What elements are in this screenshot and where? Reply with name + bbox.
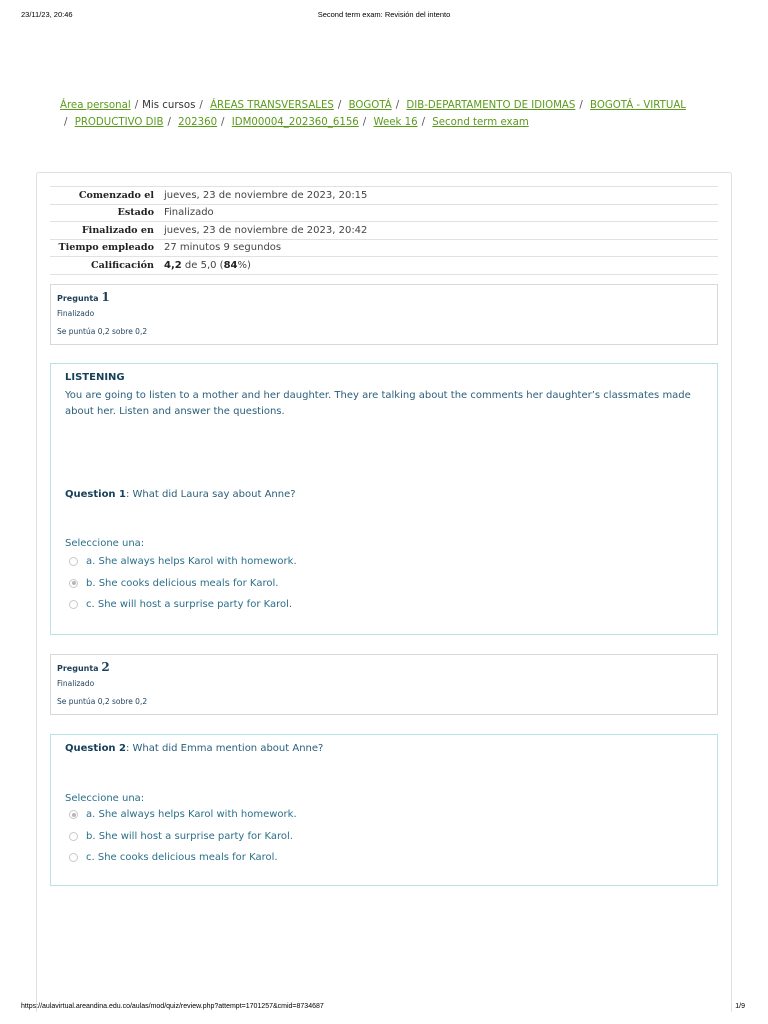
- question-text: [65, 489, 703, 500]
- question-label: Question 2: [65, 743, 126, 754]
- breadcrumb-link-bogota-virtual[interactable]: BOGOTÁ - VIRTUAL: [590, 100, 686, 111]
- question-number-value: 2: [101, 660, 110, 674]
- summary-row-time: [50, 239, 718, 257]
- question-label: Question 1: [65, 489, 126, 500]
- summary-value: [159, 257, 718, 275]
- answer-option-c[interactable]: [65, 847, 703, 869]
- summary-value: jueves, 23 de noviembre de 2023, 20:15: [159, 187, 718, 205]
- question-number-value: 1: [101, 290, 110, 304]
- breadcrumb-separator: /: [199, 100, 203, 111]
- answer-label: c. She cooks delicious meals for Karol.: [86, 852, 278, 864]
- answer-label: b. She will host a surprise party for Karol.: [86, 830, 293, 842]
- summary-label: Calificación: [50, 257, 159, 275]
- breadcrumb-separator: /: [221, 116, 225, 128]
- radio-button[interactable]: [69, 832, 78, 841]
- summary-row-finished: [50, 222, 718, 240]
- breadcrumb-link-course[interactable]: IDM00004_202360_6156: [231, 116, 359, 128]
- breadcrumb-link-second-term-exam[interactable]: Second term exam: [432, 116, 529, 128]
- breadcrumb-separator: /: [167, 116, 171, 128]
- question-state: Finalizado: [57, 679, 95, 688]
- question-content-1: [50, 363, 718, 635]
- answer-list: [65, 804, 703, 869]
- breadcrumb: [60, 98, 720, 131]
- answer-label: c. She will host a surprise party for Karol.: [86, 599, 293, 611]
- grade-percent: 84: [223, 259, 238, 271]
- answer-list: [65, 551, 703, 616]
- answer-label: b. She cooks delicious meals for Karol.: [86, 577, 279, 589]
- question-content-2: [50, 734, 718, 886]
- breadcrumb-link-departamento-idiomas[interactable]: DIB-DEPARTAMENTO DE IDIOMAS: [406, 100, 576, 111]
- breadcrumb-separator: /: [362, 116, 367, 128]
- answer-option-b[interactable]: [65, 826, 703, 848]
- answer-option-a[interactable]: [65, 804, 703, 826]
- answer-option-a[interactable]: [65, 551, 703, 573]
- summary-value: 27 minutos 9 segundos: [159, 239, 718, 257]
- question-text: [65, 743, 703, 754]
- grade-mid: de 5,0 (: [181, 259, 224, 271]
- answer-option-c[interactable]: [65, 594, 703, 616]
- breadcrumb-link-area-personal[interactable]: Área personal: [60, 100, 131, 111]
- answer-prompt: Seleccione una:: [65, 793, 145, 804]
- answer-option-b[interactable]: [65, 573, 703, 595]
- question-body: : What did Emma mention about Anne?: [126, 743, 324, 754]
- print-page-number: 1/9: [735, 1003, 745, 1010]
- summary-label: Comenzado el: [50, 187, 159, 205]
- question-state: Finalizado: [57, 309, 95, 318]
- breadcrumb-item-mis-cursos: Mis cursos: [142, 100, 196, 111]
- grade-end: %): [237, 259, 251, 271]
- question-number: [57, 290, 711, 307]
- breadcrumb-link-bogota[interactable]: BOGOTÁ: [348, 100, 392, 111]
- breadcrumb-separator: /: [395, 100, 400, 111]
- question-number-label: Pregunta: [57, 294, 99, 303]
- breadcrumb-link-productivo-dib[interactable]: PRODUCTIVO DIB: [74, 116, 164, 128]
- breadcrumb-link-202360[interactable]: 202360: [178, 116, 218, 128]
- summary-row-started: [50, 187, 718, 205]
- question-grade: Se puntúa 0,2 sobre 0,2: [57, 697, 148, 706]
- answer-label: a. She always helps Karol with homework.: [86, 556, 297, 568]
- breadcrumb-link-areas-transversales[interactable]: ÁREAS TRANSVERSALES: [210, 100, 334, 111]
- summary-row-grade: [50, 257, 718, 275]
- print-header: [0, 10, 768, 22]
- answer-label: a. She always helps Karol with homework.: [86, 809, 297, 821]
- print-url: https://aulavirtual.areandina.edu.co/aulas/mod/quiz/review.php?attempt=1701257&cmid=8734687: [21, 1003, 324, 1010]
- question-body: : What did Laura say about Anne?: [126, 489, 296, 500]
- radio-button-selected[interactable]: [69, 810, 78, 819]
- summary-row-state: [50, 204, 718, 222]
- print-date: 23/11/23, 20:46: [21, 10, 73, 19]
- breadcrumb-separator: /: [421, 116, 426, 128]
- radio-button[interactable]: [69, 600, 78, 609]
- attempt-summary-table: [50, 186, 718, 275]
- summary-label: Estado: [50, 204, 159, 222]
- print-title: Second term exam: Revisión del intento: [317, 10, 451, 19]
- summary-label: Finalizado en: [50, 222, 159, 240]
- summary-value: jueves, 23 de noviembre de 2023, 20:42: [159, 222, 718, 240]
- summary-label: Tiempo empleado: [50, 239, 159, 257]
- breadcrumb-separator: /: [337, 100, 342, 111]
- question-grade: Se puntúa 0,2 sobre 0,2: [57, 327, 148, 336]
- question-number-label: Pregunta: [57, 664, 99, 673]
- breadcrumb-separator: /: [134, 100, 139, 111]
- question-intro: You are going to listen to a mother and her daughter. They are talking about the comments her daughter’s classmates made about her. Listen and answer the questions.: [65, 390, 691, 417]
- breadcrumb-link-week-16[interactable]: Week 16: [373, 116, 418, 128]
- question-info-1: [50, 284, 718, 345]
- question-number: [57, 660, 711, 677]
- summary-value: Finalizado: [159, 204, 718, 222]
- radio-button[interactable]: [69, 557, 78, 566]
- breadcrumb-separator: /: [64, 116, 68, 128]
- section-heading: LISTENING: [65, 372, 125, 383]
- question-info-2: [50, 654, 718, 715]
- grade-score: 4,2: [164, 259, 182, 271]
- breadcrumb-separator: /: [579, 100, 583, 111]
- radio-button[interactable]: [69, 853, 78, 862]
- answer-prompt: Seleccione una:: [65, 538, 145, 549]
- radio-button-selected[interactable]: [69, 579, 78, 588]
